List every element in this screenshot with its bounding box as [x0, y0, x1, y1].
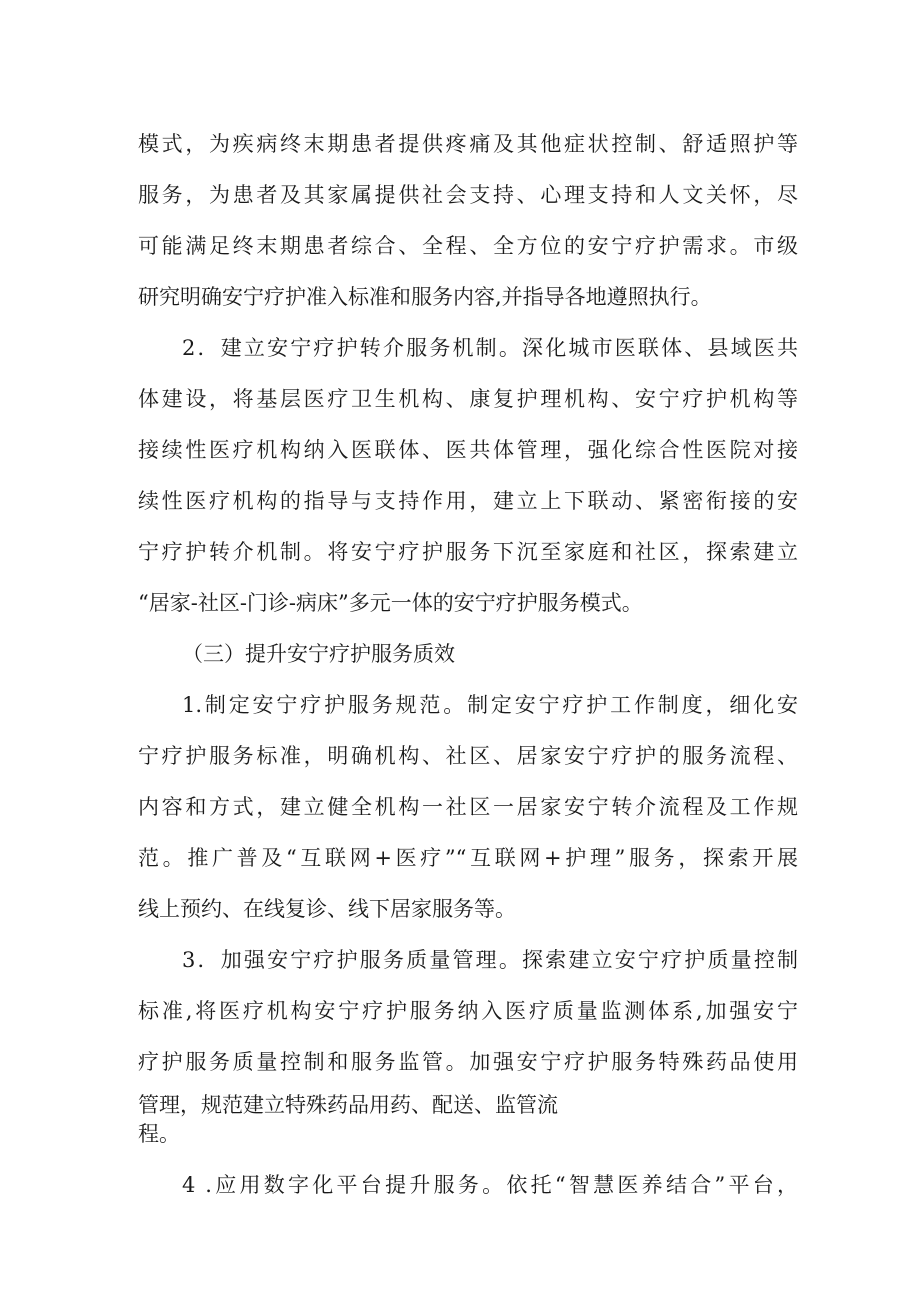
paragraph-line: 宁疗护转介机制。将安宁疗护服务下沉至家庭和社区，探索建立: [138, 540, 798, 564]
paragraph-line: 续性医疗机构的指导与支持作用，建立上下联动、紧密衔接的安: [138, 489, 798, 513]
item-3-first-line: 3．加强安宁疗护服务质量管理。探索建立安宁疗护质量控制: [182, 948, 798, 972]
section-heading: （三）提升安宁疗护服务质效: [182, 642, 455, 666]
item-1-first-line: 1.制定安宁疗护服务规范。制定安宁疗护工作制度，细化安: [182, 693, 798, 717]
paragraph-line: 宁疗护服务标准，明确机构、社区、居家安宁疗护的服务流程、: [138, 744, 798, 768]
paragraph-line: 接续性医疗机构纳入医联体、医共体管理，强化综合性医院对接: [138, 438, 798, 462]
paragraph-line: 研究明确安宁疗护准入标准和服务内容,并指导各地遵照执行。: [138, 285, 712, 309]
item-4-first-line: 4 .应用数字化平台提升服务。依托“智慧医养结合”平台，: [182, 1173, 798, 1197]
paragraph-line: 疗护服务质量控制和服务监管。加强安宁疗护服务特殊药品使用: [138, 1050, 798, 1074]
paragraph-line: 内容和方式，建立健全机构一社区一居家安宁转介流程及工作规: [138, 795, 798, 819]
paragraph-line: “居家-社区-门诊-病床”多元一体的安宁疗护服务模式。: [138, 591, 643, 615]
paragraph-line: 线上预约、在线复诊、线下居家服务等。: [138, 897, 516, 921]
paragraph-line: 范。推广普及“互联网+医疗”“互联网+护理”服务，探索开展: [138, 846, 798, 870]
paragraph-line: 服务，为患者及其家属提供社会支持、心理支持和人文关怀，尽: [138, 183, 798, 207]
item-2-first-line: 2．建立安宁疗护转介服务机制。深化城市医联体、县域医共: [182, 336, 798, 360]
paragraph-line: 模式，为疾病终末期患者提供疼痛及其他症状控制、舒适照护等: [138, 132, 798, 156]
paragraph-line: 体建设，将基层医疗卫生机构、康复护理机构、安宁疗护机构等: [138, 387, 798, 411]
paragraph-line: 可能满足终末期患者综合、全程、全方位的安宁疗护需求。市级: [138, 234, 798, 258]
paragraph-line: 标准,将医疗机构安宁疗护服务纳入医疗质量监测体系,加强安宁: [138, 999, 798, 1023]
paragraph-line: 程。: [138, 1122, 180, 1146]
paragraph-line: 管理，规范建立特殊药品用药、配送、监管流: [138, 1093, 558, 1117]
